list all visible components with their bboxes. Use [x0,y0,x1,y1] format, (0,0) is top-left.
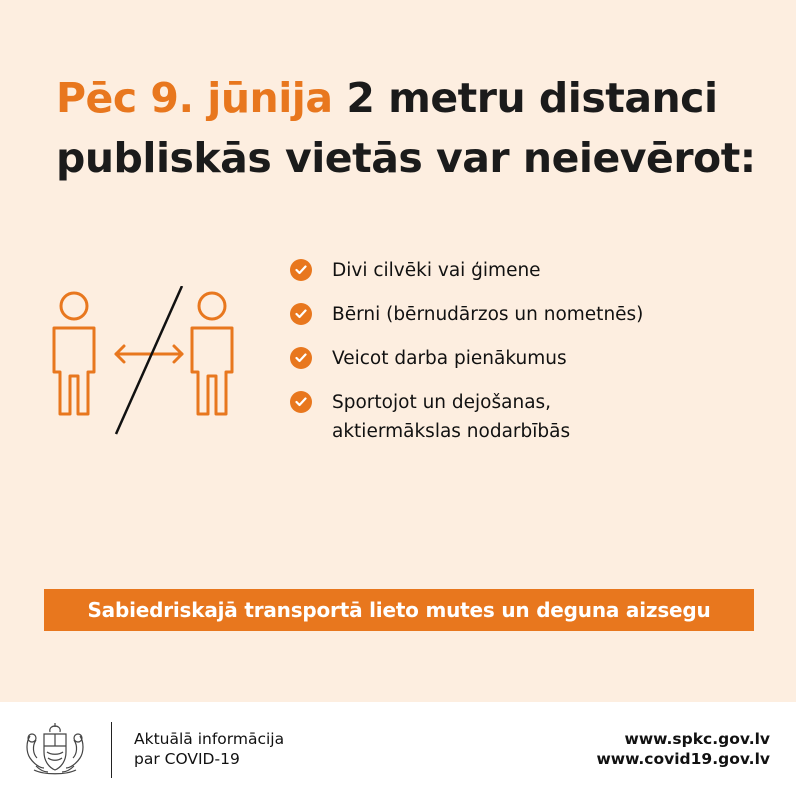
checklist [290,256,742,461]
list-item-text: Sportojot un dejošanas, aktiermākslas nodarbībās [332,392,571,442]
list-item [290,300,742,329]
strike-through-line [116,286,182,434]
check-circle-icon [290,303,312,325]
distance-illustration [48,286,238,438]
list-item [290,256,742,285]
footer-links [596,729,770,769]
headline [56,68,756,188]
check-circle-icon [290,391,312,413]
headline-accent-date: Pēc 9. jūnija [56,74,333,122]
footer-info [134,729,284,769]
footer [0,702,796,796]
headline-line-1 [56,68,756,128]
list-item [290,344,742,373]
check-circle-icon [290,347,312,369]
headline-line-2: publiskās vietās var neievērot: [56,134,756,182]
footer-info-line-1: Aktuālā informācija [134,730,285,748]
headline-rest: 2 metru distanci [346,74,718,122]
footer-info-line-2: par COVID-19 [134,750,240,768]
list-item [290,388,742,446]
list-item-text: Divi cilvēki vai ģimene [332,260,541,281]
mask-banner: Sabiedriskajā transportā lieto mutes un deguna aizsegu [44,589,754,631]
person-outline-icon [192,293,232,414]
list-item-text: Bērni (bērnudārzos un nometnēs) [332,304,644,325]
footer-divider [111,722,112,778]
check-circle-icon [290,259,312,281]
link-spkc[interactable]: www.spkc.gov.lv [624,730,770,748]
list-item-text: Veicot darba pienākumus [332,348,567,369]
coat-of-arms-icon [22,722,88,776]
link-covid19[interactable]: www.covid19.gov.lv [596,750,770,768]
person-outline-icon [54,293,94,414]
